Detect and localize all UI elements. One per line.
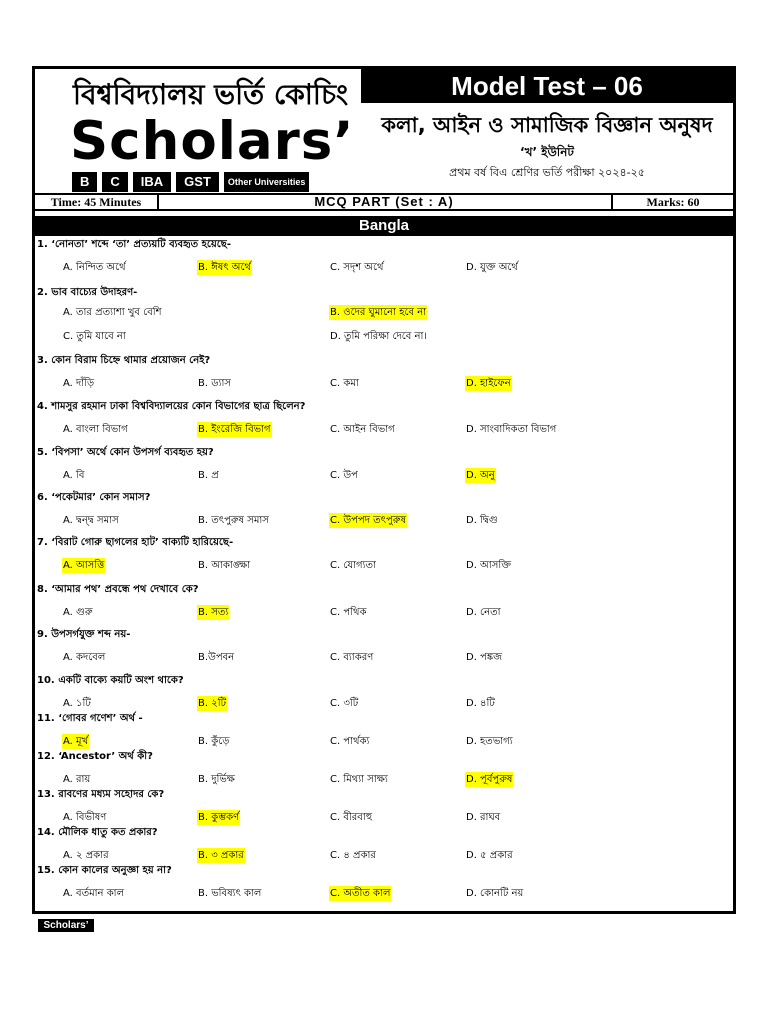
brand-logo: Scholars’ [70,111,355,172]
unit-badge-c: C [102,172,127,192]
header [35,69,733,193]
question-text: 2. ভাব বাচ্যের উদাহরণ- [37,287,138,298]
option-d[interactable]: D. রাঘব [466,812,501,823]
option-c[interactable]: C. উপপদ তৎপুরুষ [330,515,406,526]
option-a[interactable]: A. ১টি [63,698,91,709]
option-d[interactable]: D. নেতা [466,607,501,618]
info-bar [35,193,733,211]
option-b[interactable]: B. কুম্ভকর্ণ [198,812,240,823]
unit-list [72,172,309,192]
section-title: Bangla [35,216,733,236]
option-a[interactable]: A. তার প্রত্যাশা খুব বেশি [63,307,162,318]
question-text: 15. কোন কালের অনুজ্ঞা হয় না? [37,865,172,876]
unit-badge-iba: IBA [133,172,171,192]
option-d[interactable]: D. হতভাগ্য [466,736,513,747]
option-c[interactable]: C. ব্যাকরণ [330,652,374,663]
question-text: 8. ‘আমার পথ’ প্রবন্ধে পথ দেখাবে কে? [37,584,199,595]
question-text: 6. ‘পকেটমার’ কোন সমাস? [37,492,151,503]
question-text: 12. ‘Ancestor’ অর্থ কী? [37,751,153,762]
question-text: 5. ‘বিপসা’ অর্থে কোন উপসর্গ ব্যবহৃত হয়? [37,447,214,458]
question-text: 4. শামসুর রহমান ঢাকা বিশ্ববিদ্যালয়ের কোন বিভাগের ছাত্র ছিলেন? [37,401,306,412]
option-b[interactable]: B. ড্যাস [198,378,231,389]
option-a[interactable]: A. দাঁড়ি [63,378,95,389]
part-label: MCQ PART (Set : A) [314,194,454,209]
option-b[interactable]: B. ওদের ঘুমানো হবে না [330,307,427,318]
option-b[interactable]: B. ইংরেজি বিভাগ [198,424,271,435]
option-b[interactable]: B. প্র [198,470,219,481]
footer-brand: Scholars’ [38,919,94,932]
option-a[interactable]: A. বাংলা বিভাগ [63,424,128,435]
question-text: 9. উপসর্গযুক্ত শব্দ নয়- [37,629,131,640]
option-a[interactable]: A. বিভীষণ [63,812,107,823]
option-c[interactable]: C. অতীত কাল [330,888,391,899]
option-c[interactable]: C. বীরবাহু [330,812,373,823]
option-d[interactable]: D. যুক্ত অর্থে [466,262,518,273]
option-b[interactable]: B. ২টি [198,698,227,709]
option-a[interactable]: A. কদবেল [63,652,106,663]
option-a[interactable]: A. দ্বন্দ্ব সমাস [63,515,119,526]
question-text: 13. রাবণের মধ্যম সহোদর কে? [37,789,165,800]
option-a[interactable]: A. বর্তমান কাল [63,888,125,899]
option-b[interactable]: B.উপবন [198,652,235,663]
question-text: 7. ‘বিরাট গোরু ছাগলের হাট’ বাক্যটি হারিয়েছে- [37,537,234,548]
option-b[interactable]: B. আকাঙ্ক্ষা [198,560,251,571]
unit-badge-other: Other Universities [224,172,310,192]
option-c[interactable]: C. উপ [330,470,358,481]
question-text: 10. একটি বাক্যে কয়টি অংশ থাকে? [37,675,184,686]
option-d[interactable]: D. কোনটি নয় [466,888,524,899]
option-a[interactable]: A. আসত্তি [63,560,105,571]
subject-line: কলা, আইন ও সামাজিক বিজ্ঞান অনুষদ [381,113,713,137]
option-d[interactable]: D. হাইফেন [466,378,511,389]
option-a[interactable]: A. রায় [63,774,91,785]
option-d[interactable]: D. দ্বিগু [466,515,498,526]
test-title: Model Test – 06 [361,69,733,103]
option-c[interactable]: C. কমা [330,378,359,389]
option-a[interactable]: A. বি [63,470,85,481]
option-d[interactable]: D. ৪টি [466,698,495,709]
question-text: 1. ‘নোনতা’ শব্দে ‘তা’ প্রত্যয়টি ব্যবহৃত হয়েছে- [37,239,231,250]
option-b[interactable]: B. ৩ প্রকার [198,850,244,861]
option-c[interactable]: C. যোগ্যতা [330,560,376,571]
option-d[interactable]: D. অনু [466,470,495,481]
option-c[interactable]: C. ৪ প্রকার [330,850,376,861]
option-c[interactable]: C. মিথ্যা সাক্ষ্য [330,774,388,785]
unit-badge-b: B [72,172,97,192]
unit-badge-gst: GST [176,172,219,192]
option-b[interactable]: B. ভবিষ্যৎ কাল [198,888,262,899]
coaching-title: বিশ্ববিদ্যালয় ভর্তি কোচিং [73,78,349,111]
option-d[interactable]: D. ৫ প্রকার [466,850,513,861]
option-b[interactable]: B. তৎপুরুষ সমাস [198,515,269,526]
option-a[interactable]: A. ২ প্রকার [63,850,109,861]
option-d[interactable]: D. পঙ্কজ [466,652,503,663]
question-text: 11. ‘গোবর গণেশ’ অর্থ - [37,713,143,724]
option-c[interactable]: C. ৩টি [330,698,359,709]
option-d[interactable]: D. সাংবাদিকতা বিভাগ [466,424,557,435]
option-a[interactable]: A. গুরু [63,607,93,618]
option-a[interactable]: A. মূর্খ [63,736,89,747]
option-b[interactable]: B. ঈষৎ অর্থে [198,262,251,273]
option-b[interactable]: B. দুর্ভিক্ষ [198,774,235,785]
option-b[interactable]: B. সত্য [198,607,229,618]
question-text: 14. মৌলিক ধাতু কত প্রকার? [37,827,158,838]
unit-line: ‘খ’ ইউনিট [520,145,574,159]
option-d[interactable]: D. তুমি পরিক্ষা দেবে না। [330,331,428,342]
option-d[interactable]: D. পূর্বপুরুষ [466,774,513,785]
question-text: 3. কোন বিরাম চিহ্নে থামার প্রয়োজন নেই? [37,355,211,366]
option-c[interactable]: C. আইন বিভাগ [330,424,395,435]
exam-line: প্রথম বর্ষ বিএ শ্রেণির ভর্তি পরীক্ষা ২০২৪-২৫ [449,166,645,179]
option-a[interactable]: A. নিন্দিত অর্থে [63,262,126,273]
time-label: Time: 45 Minutes [35,195,159,209]
option-c[interactable]: C. পার্থক্য [330,736,370,747]
marks-label: Marks: 60 [611,195,733,209]
option-d[interactable]: D. আসক্তি [466,560,511,571]
option-c[interactable]: C. সদৃশ অর্থে [330,262,384,273]
option-c[interactable]: C. পথিক [330,607,367,618]
option-b[interactable]: B. কুঁড়ে [198,736,230,747]
option-c[interactable]: C. তুমি যাবে না [63,331,126,342]
